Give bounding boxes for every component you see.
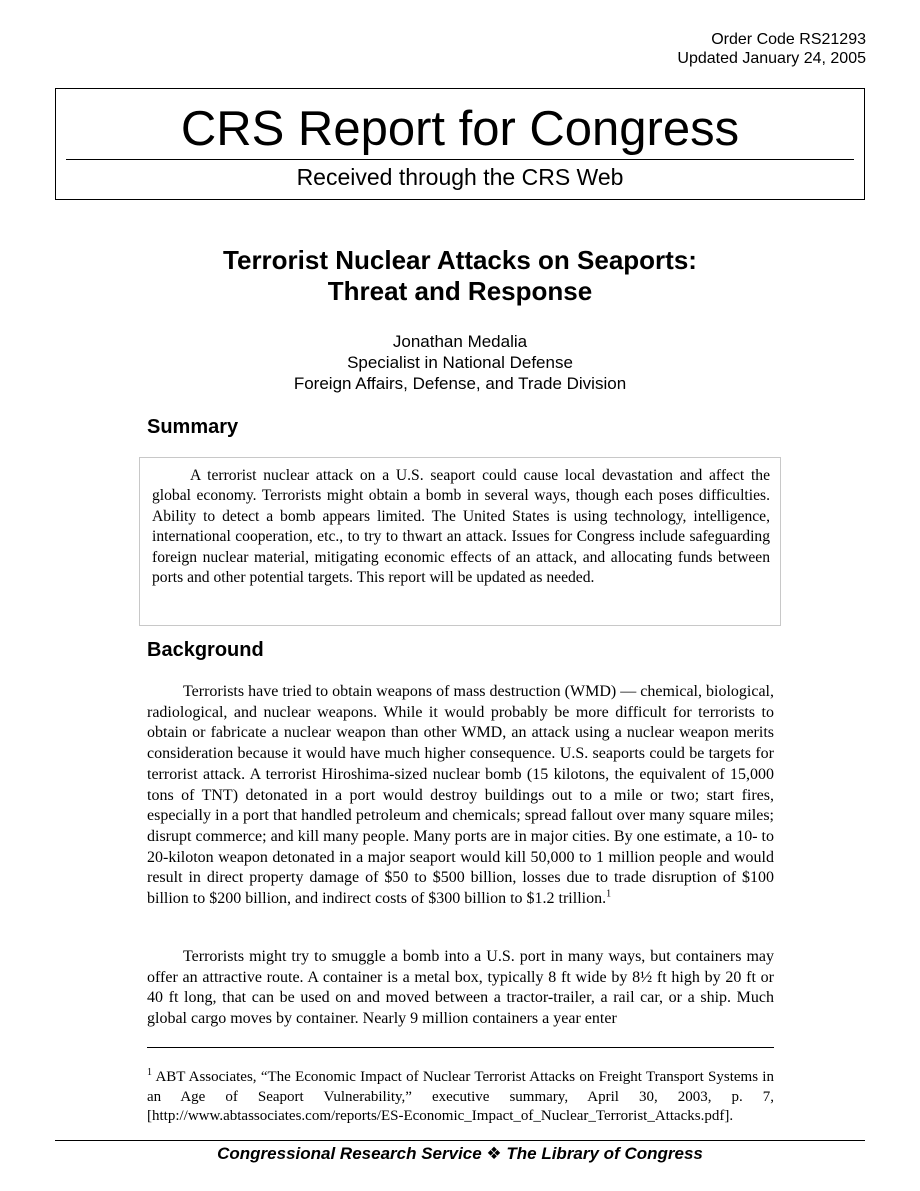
footnote-number: 1 — [147, 1067, 152, 1078]
background-paragraph-2-text: Terrorists might try to smuggle a bomb into a U.S. port in many ways, but containers may offer an attractive route. A container is a metal box, typically 8 ft wide by 8½ ft high by 20 ft or 40 ft long, that can be used on and moved between a tractor-trailer, a rail car, or a ship. Much global cargo moves by container. Nearly 9 million containers a year enter — [147, 948, 774, 1028]
background-paragraph-2 — [147, 947, 774, 1030]
author-role: Specialist in National Defense — [347, 353, 573, 372]
report-title — [0, 245, 920, 307]
report-title-line1: Terrorist Nuclear Attacks on Seaports: — [223, 245, 697, 275]
summary-text — [152, 466, 770, 588]
banner-subtitle: Received through the CRS Web — [296, 164, 624, 190]
updated-date: Updated January 24, 2005 — [677, 50, 866, 67]
footer-divider — [55, 1140, 865, 1141]
footer-text: Congressional Research Service ❖ The Library of Congress — [217, 1144, 703, 1163]
footnote — [147, 1068, 774, 1127]
background-paragraph-1-text: Terrorists have tried to obtain weapons of mass destruction (WMD) — chemical, biological, radiological, and nuclear weapons. While it would probably be more difficult for terrorists to obtain or fabricate a nuclear weapon than other WMD, an attack using a nuclear weapon merits consideration because it would have much higher consequence. U.S. seaports could be targets for terrorist attack. A terrorist Hiroshima-sized nuclear bomb (15 kilotons, the equivalent of 15,000 tons of TNT) detonated in a port would destroy buildings out to a mile or two; start fires, especially in a port that handled petroleum and chemicals; spread fallout over many square miles; disrupt commerce; and kill many people. Many ports are in major cities. By one estimate, a 10- to 20-kiloton weapon detonated in a major seaport would kill 50,000 to 1 million people and would result in direct property damage of $50 to $500 billion, losses due to trade disruption of $100 billion to $200 billion, and indirect costs of $300 billion to $1.2 trillion. — [147, 683, 774, 908]
author-name: Jonathan Medalia — [392, 332, 528, 351]
order-code: Order Code RS21293 — [711, 31, 866, 48]
order-info — [677, 30, 866, 68]
background-heading: Background — [147, 639, 264, 661]
report-title-line2: Threat and Response — [327, 276, 593, 306]
background-paragraph-1 — [147, 682, 774, 910]
summary-paragraph: A terrorist nuclear attack on a U.S. seaport could cause local devastation and affect the global economy. Terrorists might obtain a bomb in several ways, though each poses difficulties. Ability to detect a bomb appears limited. The United States is using technology, intelligence, international cooperation, etc., to try to thwart an attack. Issues for Congress include safeguarding foreign nuclear material, mitigating economic effects of an attack, and allocating funds between ports and other potential targets. This report will be updated as needed. — [152, 467, 770, 587]
footnote-ref[interactable]: 1 — [606, 888, 612, 900]
report-banner — [55, 88, 865, 200]
summary-box — [139, 457, 781, 626]
summary-heading: Summary — [147, 416, 239, 438]
banner-title: CRS Report for Congress — [180, 102, 740, 156]
banner-divider — [66, 159, 854, 160]
author-division: Foreign Affairs, Defense, and Trade Division — [293, 374, 627, 393]
author-block — [0, 331, 920, 394]
footnote-divider — [147, 1047, 774, 1048]
footnote-text: ABT Associates, “The Economic Impact of Nuclear Terrorist Attacks on Freight Transport Systems in an Age of Seaport Vulnerability,” executive summary, April 30, 2003, p. 7, [http://www.abtassociates.com/reports/ES-Economic_Impact_of_Nuclear_Terrorist_Attacks.pdf]. — [147, 1069, 774, 1124]
